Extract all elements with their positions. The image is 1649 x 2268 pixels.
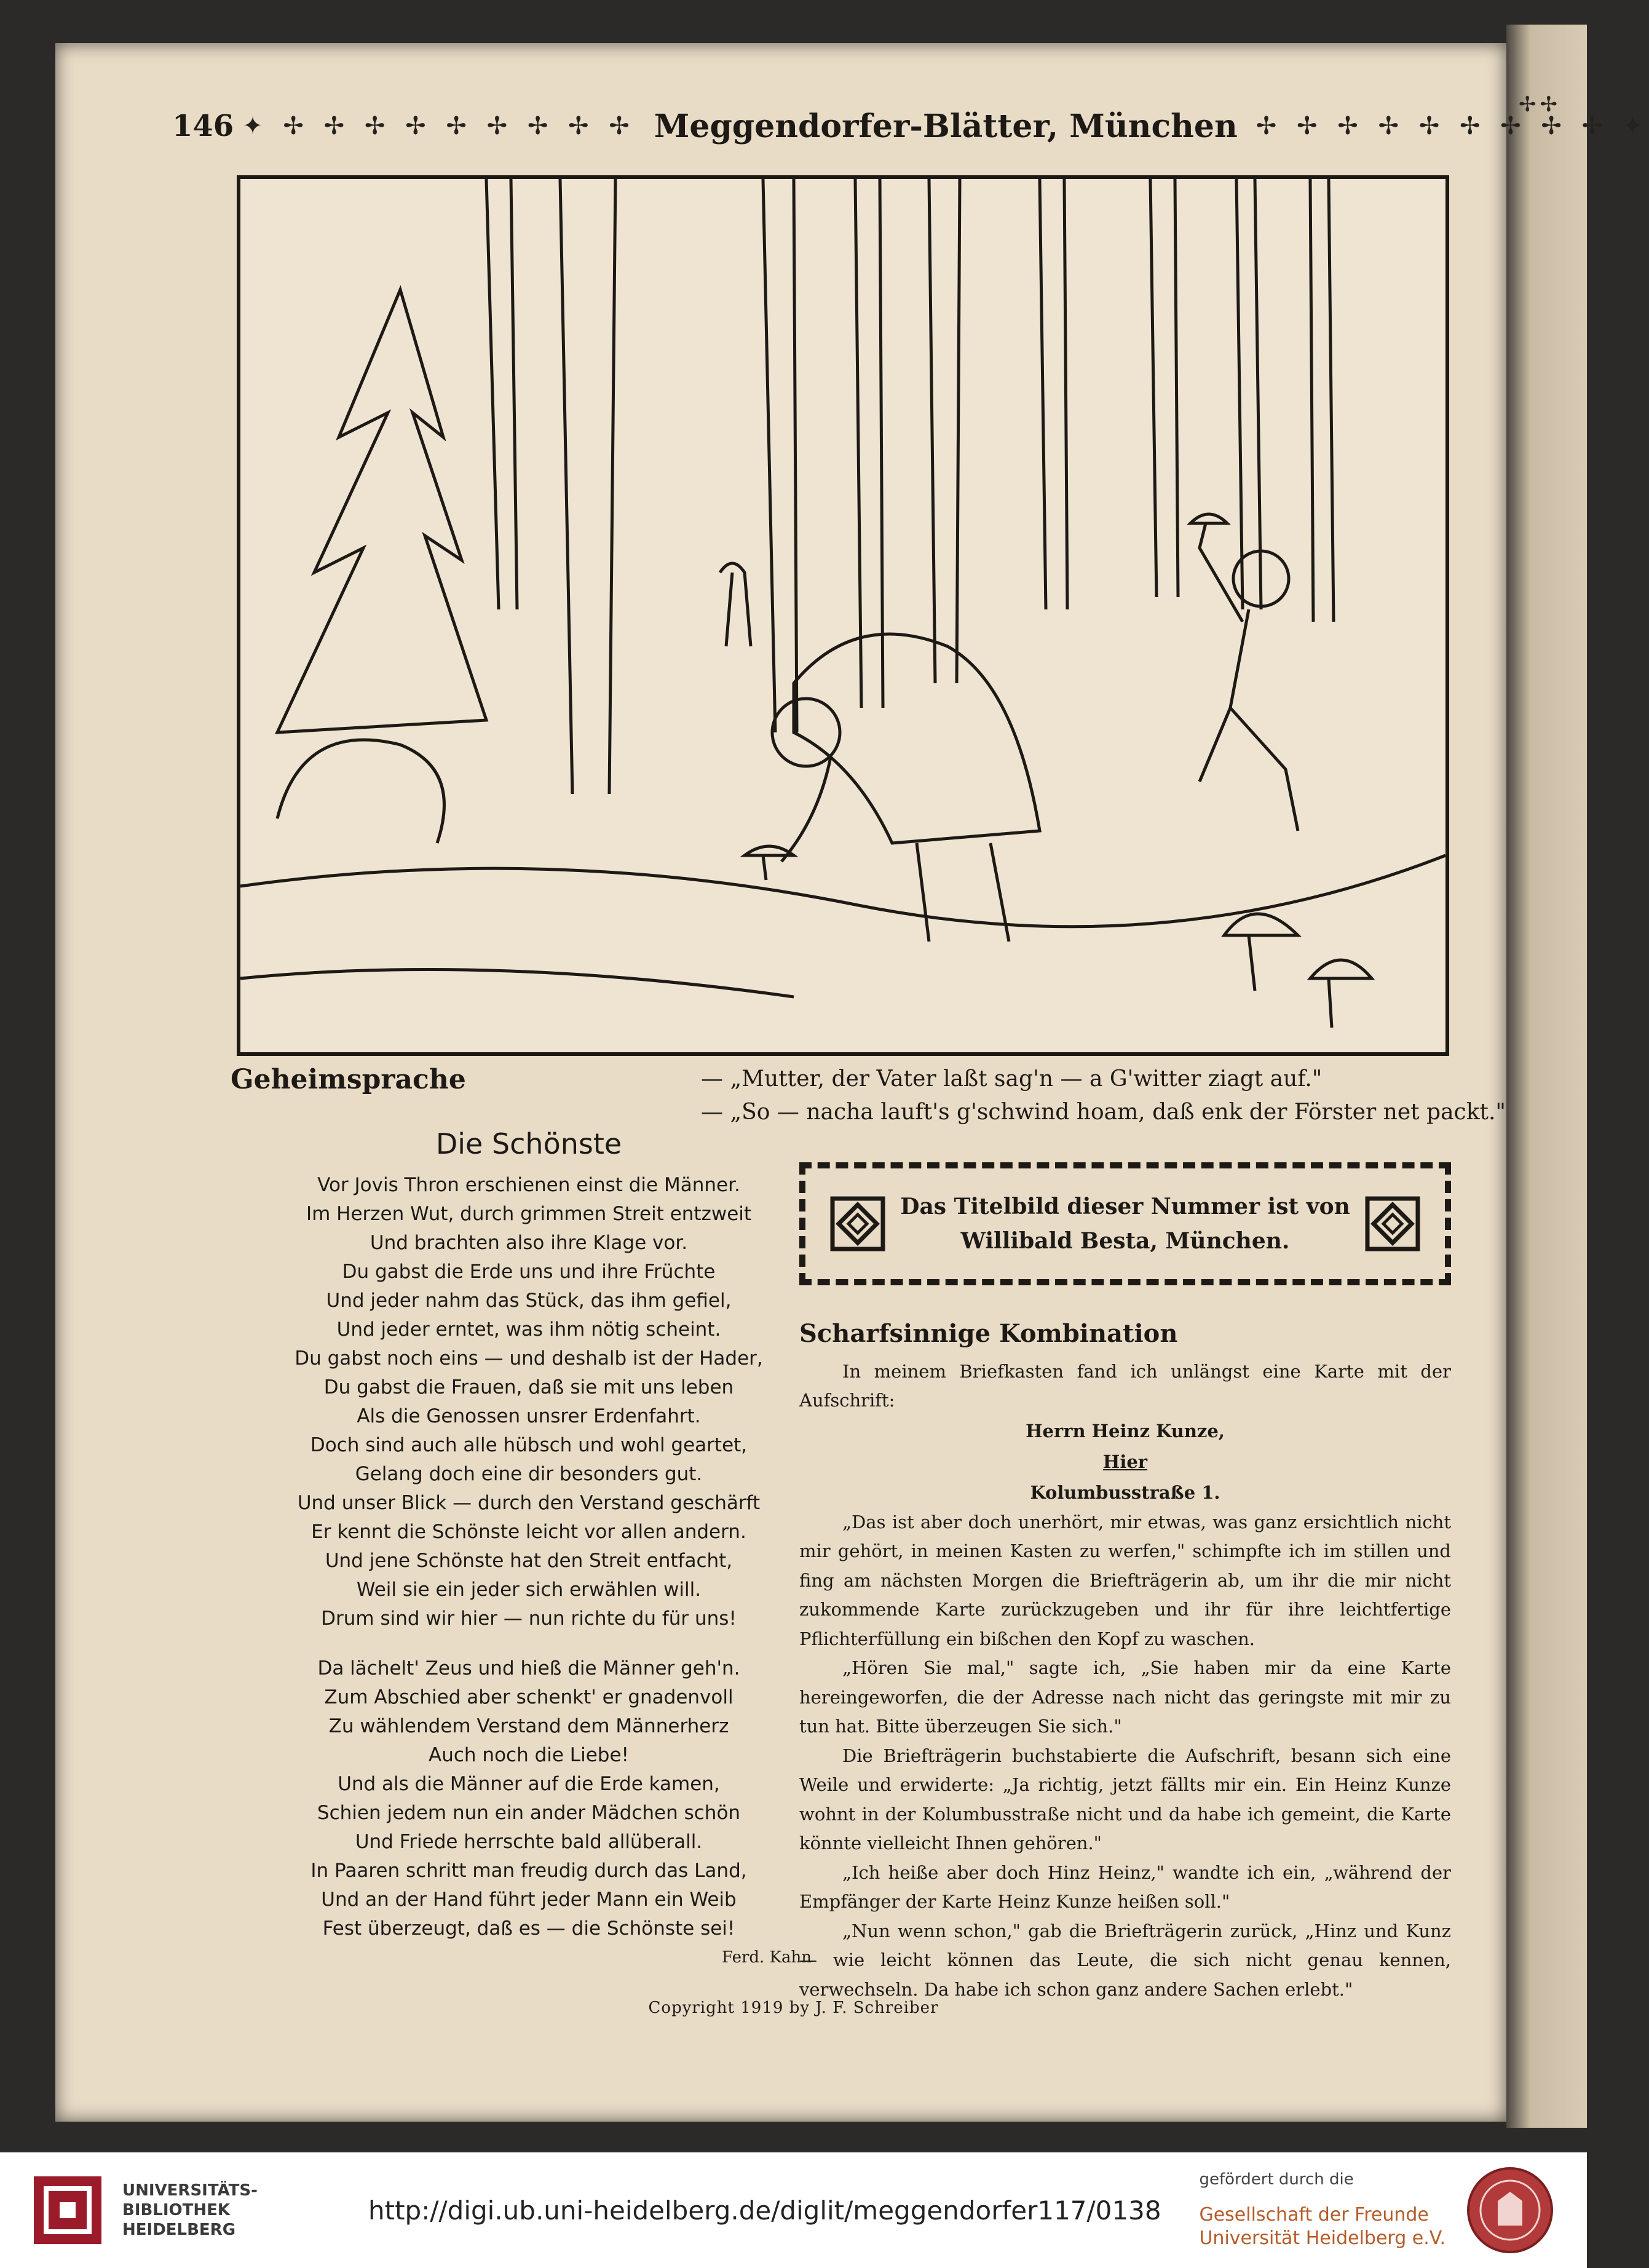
notice-text	[900, 1189, 1350, 1258]
library-name	[122, 2181, 295, 2240]
poem-line: Du gabst die Erde uns und ihre Früchte	[342, 1261, 716, 1283]
university-library-logo-icon	[28, 2170, 108, 2250]
poem-line: Auch noch die Liebe!	[429, 1744, 629, 1766]
university-seal-icon	[1464, 2164, 1556, 2256]
dialogue-line: — „So — nacha lauft's g'schwind hoam, daß enk der Förster net packt."	[701, 1100, 1506, 1125]
header-ornament-left: ✦ ✢ ✢ ✢ ✢ ✢ ✢ ✢ ✢ ✢	[242, 112, 636, 140]
story	[799, 1319, 1451, 2004]
poem-author: Ferd. Kahn	[721, 1948, 812, 1967]
header-ornament-right: ✢ ✢ ✢ ✢ ✢ ✢ ✢ ✢ ✢ ✦	[1256, 112, 1649, 140]
poem-line: Und jeder nahm das Stück, das ihm gefiel,	[326, 1290, 732, 1312]
poem-line: Zu wählendem Verstand dem Männerherz	[328, 1715, 729, 1737]
copyright-line: Copyright 1919 by J. F. Schreiber	[648, 1999, 939, 2017]
poem-title: Die Schönste	[435, 1127, 622, 1160]
funded-by-label: gefördert durch die	[1199, 2170, 1354, 2189]
forest-cartoon-drawing	[240, 179, 1445, 1052]
story-paragraph: „Hören Sie mal," sagte ich, „Sie haben mir da eine Karte hereingeworfen, die der Adresse nach nicht das geringste mit mir zu tun hat. Bitte überzeugen Sie sich."	[799, 1657, 1451, 1737]
poem-line: Und brachten also ihre Klage vor.	[370, 1232, 688, 1254]
poem-line: In Paaren schritt man freudig durch das Land,	[310, 1860, 747, 1882]
cartoon-dialogue	[701, 1063, 1506, 1129]
poem-line: Du gabst die Frauen, daß sie mit uns leben	[323, 1376, 734, 1398]
poem-line: Und jeder erntet, was ihm nötig scheint.	[336, 1318, 721, 1341]
library-name-line: UNIVERSITÄTS-	[122, 2181, 258, 2200]
dialogue-line: — „Mutter, der Vater laßt sag'n — a G'witter ziagt auf."	[701, 1066, 1323, 1092]
poem-line: Vor Jovis Thron erschienen einst die Männer.	[317, 1174, 740, 1196]
diamond-ornament-icon	[1365, 1196, 1420, 1251]
page-header	[172, 105, 1649, 148]
address-line: Herrn Heinz Kunze,	[1026, 1420, 1225, 1441]
stanza-gap	[221, 1633, 836, 1654]
poem-line: Doch sind auch alle hübsch und wohl geartet,	[310, 1434, 748, 1456]
story-title: Scharfsinnige Kombination	[799, 1319, 1178, 1348]
funder-name-line: Gesellschaft der Freunde	[1199, 2204, 1429, 2226]
poem-stanza-2	[221, 1654, 836, 1943]
document-url-link[interactable]: http://digi.ub.uni-heidelberg.de/diglit/meggendorfer117/0138	[368, 2195, 1161, 2226]
notice-line-1: Das Titelbild dieser Nummer ist von	[900, 1194, 1350, 1219]
poem-line: Da lächelt' Zeus und hieß die Männer geh'n.	[317, 1657, 740, 1679]
story-paragraph: „Nun wenn schon," gab die Briefträgerin zurück, „Hinz und Kunz — wie leicht können das Leute, die sich nicht genau kennen, verwechseln. Da habe ich schon ganz andere Sachen erlebt."	[799, 1920, 1451, 2000]
adjacent-page-edge	[1506, 25, 1587, 2128]
poem-line: Und als die Männer auf die Erde kamen,	[338, 1773, 720, 1795]
address-line: Kolumbusstraße 1.	[1030, 1481, 1220, 1503]
poem-line: Und unser Blick — durch den Verstand geschärft	[297, 1492, 761, 1514]
cartoon-caption-label: Geheimsprache	[231, 1064, 466, 1095]
poem-line: Schien jedem nun ein ander Mädchen schön	[317, 1802, 741, 1824]
poem-line: Drum sind wir hier — nun richte du für uns!	[321, 1608, 737, 1630]
page-number: 146	[172, 109, 234, 143]
adjacent-page-ornament: ✢✢	[1519, 92, 1561, 117]
forest-cartoon-illustration	[237, 175, 1449, 1056]
story-paragraph: Die Briefträgerin buchstabierte die Aufschrift, besann sich eine Weile und erwiderte: „Ja richtig, jetzt fällts mir ein. Ein Heinz Kunze wohnt in der Kolumbusstraße nicht und da habe ich gemeint, die Karte könnte vielleicht Ihnen gehören."	[799, 1745, 1451, 1854]
poem-line: Gelang doch eine dir besonders gut.	[355, 1463, 703, 1485]
funding-note	[1199, 2170, 1445, 2250]
poem-line: Und an der Hand führt jeder Mann ein Weib	[321, 1889, 737, 1911]
poem-line: Im Herzen Wut, durch grimmen Streit entzweit	[306, 1203, 752, 1225]
poem-line: Du gabst noch eins — und deshalb ist der Hader,	[295, 1347, 763, 1370]
funder-name-line: Universität Heidelberg e.V.	[1199, 2227, 1445, 2249]
poem-stanza-1	[221, 1171, 836, 1633]
poem-line: Fest überzeugt, daß es — die Schönste sei!	[322, 1917, 735, 1940]
poem-line: Zum Abschied aber schenkt' er gnadenvoll	[324, 1686, 734, 1708]
library-name-line: BIBLIOTHEK	[122, 2201, 231, 2219]
diamond-ornament-icon	[830, 1196, 885, 1251]
poem-line: Weil sie ein jeder sich erwählen will.	[356, 1579, 702, 1601]
magazine-title: Meggendorfer-Blätter, München	[654, 107, 1238, 145]
library-name-line: HEIDELBERG	[122, 2221, 236, 2239]
story-paragraph: „Ich heiße aber doch Hinz Heinz," wandte ich ein, „während der Empfänger der Karte Heinz Kunze heißen soll."	[799, 1862, 1451, 1912]
poem-line: Und jene Schönste hat den Streit entfacht,	[325, 1550, 733, 1572]
story-intro: In meinem Briefkasten fand ich unlängst eine Karte mit der Aufschrift:	[799, 1360, 1451, 1411]
story-paragraph: „Das ist aber doch unerhört, mir etwas, was ganz ersichtlich nicht mir gehört, in meinen Kasten zu werfen," schimpfte ich im stillen und fing am nächsten Morgen die Briefträgerin ab, um ihr die mir nicht zukommende Karte zurückzugeben und ihr für ihre leichtfertige Pflichterfüllung ein bißchen den Kopf zu waschen.	[799, 1511, 1451, 1649]
address-block	[799, 1416, 1451, 1508]
address-line: Hier	[1102, 1451, 1148, 1472]
notice-line-2: Willibald Besta, München.	[960, 1228, 1290, 1254]
poem-line: Und Friede herrschte bald allüberall.	[355, 1831, 703, 1853]
poem-line: Er kennt die Schönste leicht vor allen andern.	[311, 1521, 746, 1543]
footer-band	[0, 2152, 1587, 2268]
poem-line: Als die Genossen unsrer Erdenfahrt.	[357, 1405, 701, 1427]
cover-notice-box	[799, 1162, 1451, 1285]
poem	[221, 1125, 836, 1972]
